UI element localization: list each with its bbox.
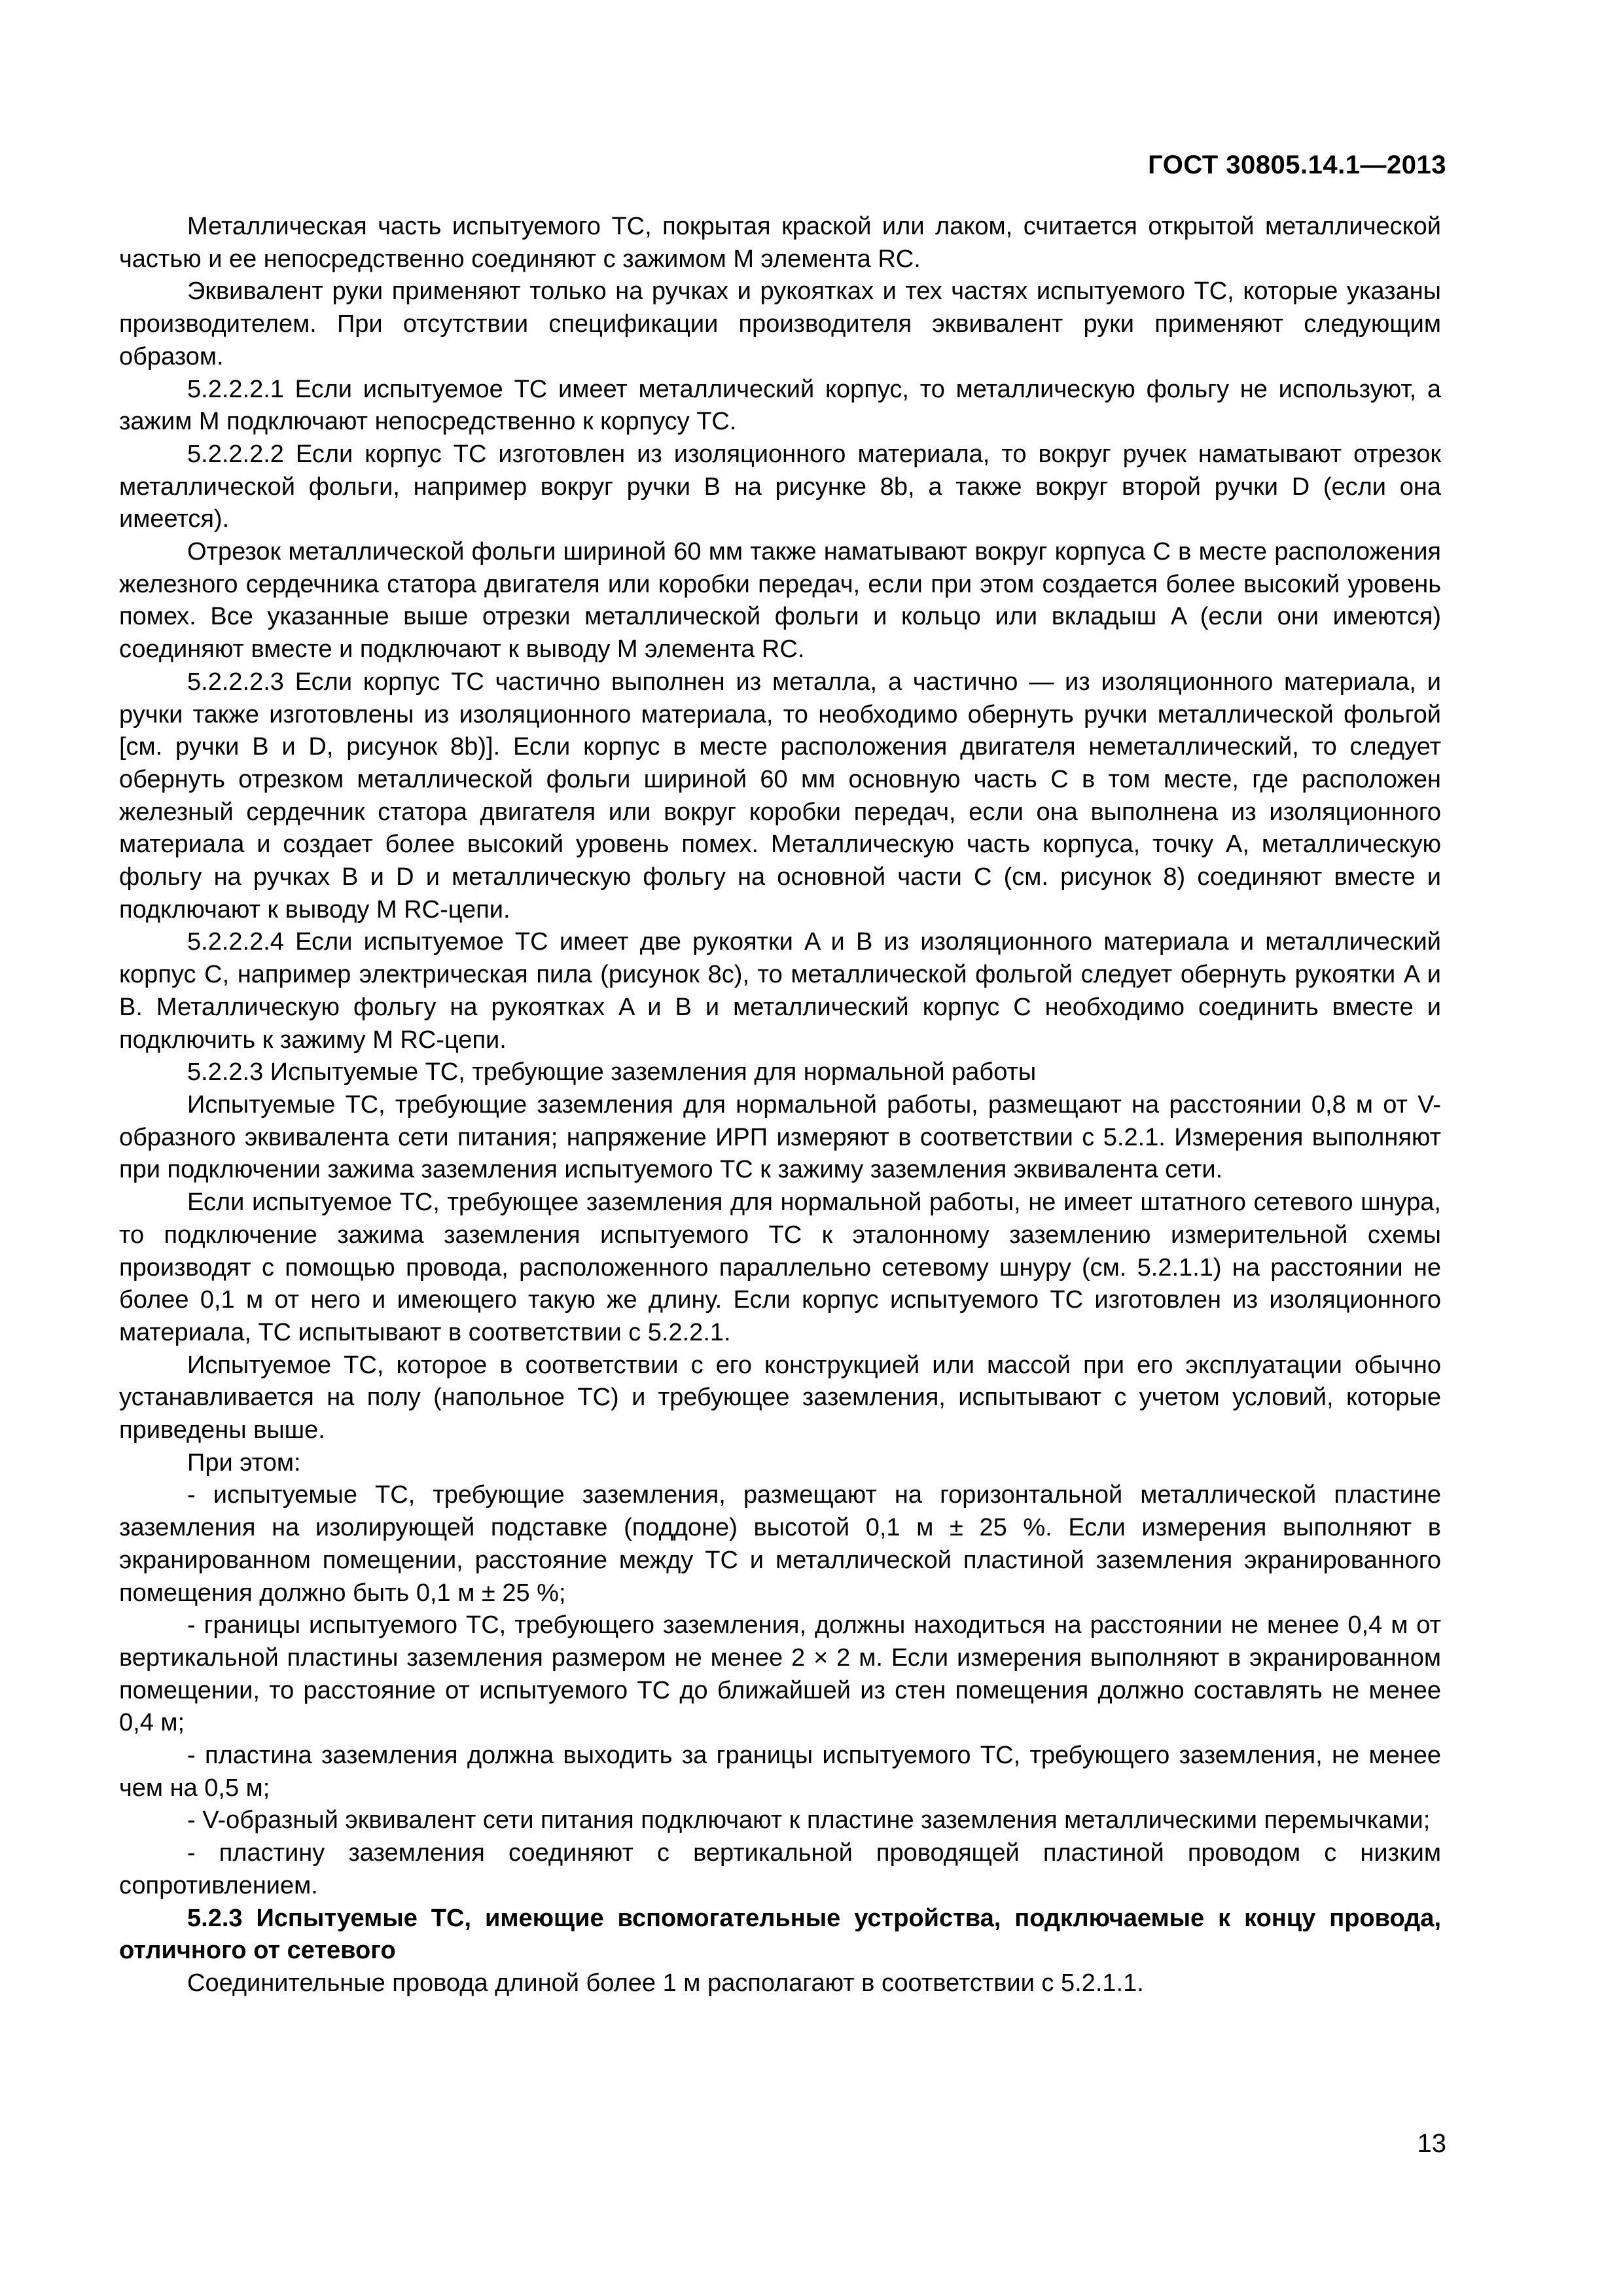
paragraph: Металлическая часть испытуемого ТС, покрытая краской или лаком, считается открытой металлической частью и ее непосредственно соединяют с зажимом M элемента RC. xyxy=(119,213,1441,273)
paragraph: Отрезок металлической фольги шириной 60 мм также наматывают вокруг корпуса C в месте расположения железного сердечника статора двигателя или коробки передач, если при этом создается более высокий уровень помех. Все указанные выше отрезки металлической фольги и кольцо или вкладыш A (если они имеются) соединяют вместе и подключают к выводу M элемента RC. xyxy=(119,538,1441,664)
paragraph: Если испытуемое ТС, требующее заземления для нормальной работы, не имеет штатного сетевого шнура, то подключение зажима заземления испытуемого ТС к эталонному заземлению измерительной схемы производят с помощью провода, расположенного параллельно сетевому шнуру (см. 5.2.1.1) на расстоянии не более 0,1 м от него и имеющего такую же длину. Если корпус испытуемого ТС изготовлен из изоляционного материала, ТС испытывают в соответствии с 5.2.2.1. xyxy=(119,1189,1441,1346)
paragraph: 5.2.2.2.1 Если испытуемое ТС имеет металлический корпус, то металлическую фольгу не используют, а зажим M подключают непосредственно к корпусу ТС. xyxy=(119,375,1441,436)
document-header: ГОСТ 30805.14.1—2013 xyxy=(1148,151,1446,179)
list-item: - границы испытуемого ТС, требующего заземления, должны находиться на расстоянии не менее 0,4 м от вертикальной пластины заземления размером не менее 2 × 2 м. Если измерения выполняют в экранированном помещении, то расстояние от испытуемого ТС до ближайшей из стен помещения должно составлять не менее 0,4 м; xyxy=(119,1611,1441,1737)
section-heading-bold: 5.2.3 Испытуемые ТС, имеющие вспомогательные устройства, подключаемые к концу провода, отличного от сетевого xyxy=(119,1904,1441,1965)
paragraph: Испытуемое ТС, которое в соответствии с его конструкцией или массой при его эксплуатации обычно устанавливается на полу (напольное ТС) и требующее заземления, испытывают с учетом условий, которые приведены выше. xyxy=(119,1351,1441,1444)
paragraph: 5.2.2.2.3 Если корпус ТС частично выполнен из металла, а частично — из изоляционного материала, и ручки также изготовлены из изоляционного материала, то необходимо обернуть ручки металлической фольгой [см. ручки B и D, рисунок 8b)]. Если корпус в месте расположения двигателя неметаллический, то следует обернуть отрезком металлической фольги шириной 60 мм основную часть C в том месте, где расположен железный сердечник статора двигателя или вокруг коробки передач, если она выполнена из изоляционного материала и создает более высокий уровень помех. Металлическую часть корпуса, точку A, металлическую фольгу на ручках B и D и металлическую фольгу на основной части С (см. рисунок 8) соединяют вместе и подключают к выводу M RC-цепи. xyxy=(119,668,1441,924)
document-body xyxy=(119,211,1441,2000)
list-item: - V-образный эквивалент сети питания подключают к пластине заземления металлическими перемычками; xyxy=(187,1806,1431,1835)
paragraph: Соединительные провода длиной более 1 м располагают в соответствии с 5.2.1.1. xyxy=(187,1969,1144,1997)
paragraph: Эквивалент руки применяют только на ручках и рукоятках и тех частях испытуемого ТС, которые указаны производителем. При отсутствии спецификации производителя эквивалент руки применяют следующим образом. xyxy=(119,278,1441,370)
list-item: - пластина заземления должна выходить за границы испытуемого ТС, требующего заземления, не менее чем на 0,5 м; xyxy=(119,1742,1441,1802)
paragraph: 5.2.2.2.2 Если корпус ТС изготовлен из изоляционного материала, то вокруг ручек наматывают отрезок металлической фольги, например вокруг ручки B на рисунке 8b, а также вокруг второй ручки D (если она имеется). xyxy=(119,440,1441,533)
page-number: 13 xyxy=(1417,2129,1446,2158)
list-item: - испытуемые ТС, требующие заземления, размещают на горизонтальной металлической пластине заземления на изолирующей подставке (поддоне) высотой 0,1 м ± 25 %. Если измерения выполняют в экранированном помещении, расстояние между ТС и металлической пластиной заземления экранированного помещения должно быть 0,1 м ± 25 %; xyxy=(119,1481,1441,1607)
paragraph: Испытуемые ТС, требующие заземления для нормальной работы, размещают на расстоянии 0,8 м от V-образного эквивалента сети питания; напряжение ИРП измеряют в соответствии с 5.2.1. Измерения выполняют при подключении зажима заземления испытуемого ТС к зажиму заземления эквивалента сети. xyxy=(119,1090,1441,1184)
section-heading: 5.2.2.3 Испытуемые ТС, требующие заземления для нормальной работы xyxy=(187,1058,1037,1086)
list-item: - пластину заземления соединяют с вертикальной проводящей пластиной проводом с низким сопротивлением. xyxy=(119,1839,1441,1899)
paragraph: 5.2.2.2.4 Если испытуемое ТС имеет две рукоятки A и B из изоляционного материала и металлический корпус C, например электрическая пила (рисунок 8c), то металлической фольгой следует обернуть рукоятки A и B. Металлическую фольгу на рукоятках A и B и металлический корпус C необходимо соединить вместе и подключить к зажиму M RC-цепи. xyxy=(119,928,1441,1054)
paragraph: При этом: xyxy=(187,1448,301,1477)
